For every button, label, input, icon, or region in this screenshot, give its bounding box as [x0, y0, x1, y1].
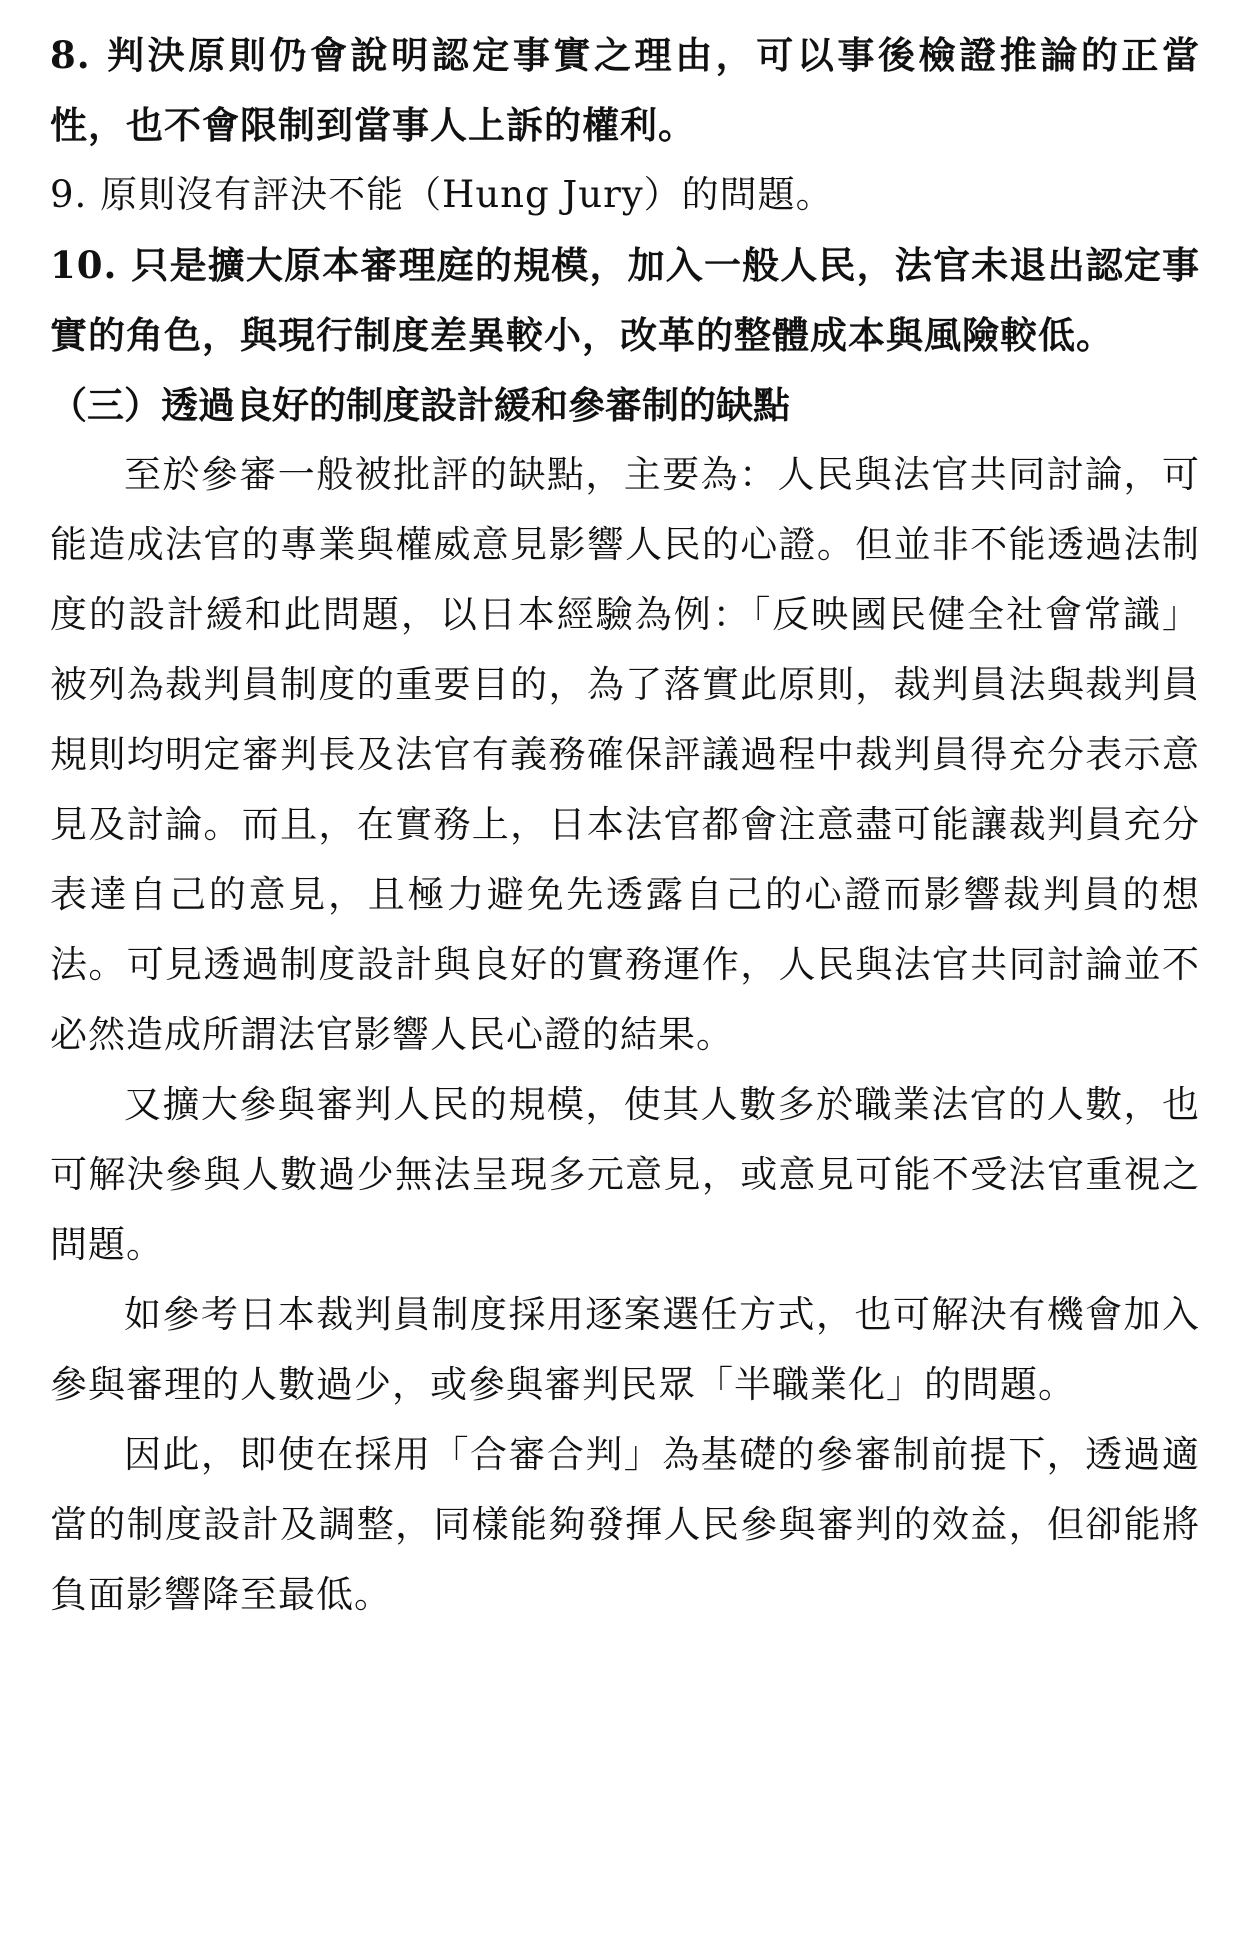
paragraph-drawbacks: 至於參審一般被批評的缺點，主要為：人民與法官共同討論，可能造成法官的專業與權威意見影響人民的心證。但並非不能透過法制度的設計緩和此問題，以日本經驗為例：「反映國民健全社會常識」被列為裁判員制度的重要目的，為了落實此原則，裁判員法與裁判員規則均明定審判長及法官有義務確保評議過程中裁判員得充分表示意見及討論。而且，在實務上，日本法官都會注意盡可能讓裁判員充分表達自己的意見，且極力避免先透露自己的心證而影響裁判員的想法。可見透過制度設計與良好的實務運作，人民與法官共同討論並不必然造成所謂法官影響人民心證的結果。	[50, 453, 1200, 1056]
list-item-8: 8. 判決原則仍會說明認定事實之理由，可以事後檢證推論的正當性，也不會限制到當事人上訴的權利。	[50, 33, 1200, 147]
paragraph-selection: 如參考日本裁判員制度採用逐案選任方式，也可解決有機會加入參與審理的人數過少，或參與審判民眾「半職業化」的問題。	[50, 1293, 1200, 1406]
list-item-9: 9. 原則沒有評決不能（Hung Jury）的問題。	[50, 173, 834, 216]
paragraph-scale: 又擴大參與審判人民的規模，使其人數多於職業法官的人數，也可解決參與人數過少無法呈現多元意見，或意見可能不受法官重視之問題。	[50, 1083, 1200, 1266]
document-page	[50, 20, 1200, 1630]
list-item-10: 10. 只是擴大原本審理庭的規模，加入一般人民，法官未退出認定事實的角色，與現行制度差異較小，改革的整體成本與風險較低。	[50, 243, 1200, 357]
paragraph-conclusion: 因此，即使在採用「合審合判」為基礎的參審制前提下，透過適當的制度設計及調整，同樣能夠發揮人民參與審判的效益，但卻能將負面影響降至最低。	[50, 1433, 1200, 1616]
section-heading: （三）透過良好的制度設計緩和參審制的缺點	[50, 383, 790, 427]
